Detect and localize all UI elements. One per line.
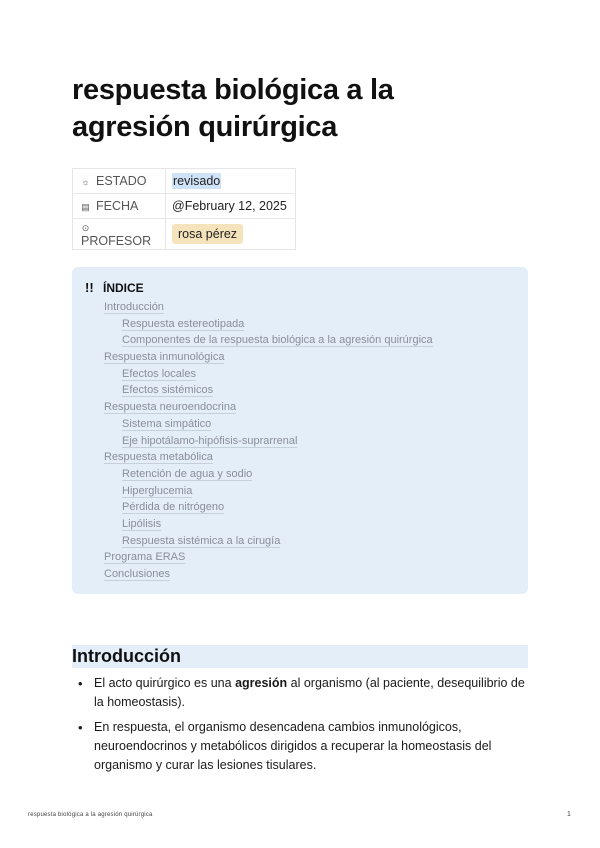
toc-link-label: Retención de agua y sodio (122, 467, 253, 480)
status-value: revisado (173, 174, 221, 188)
toc-link-label: Pérdida de nitrógeno (122, 501, 225, 514)
text-run: El acto quirúrgico es una (94, 676, 236, 690)
toc-link[interactable] (72, 333, 433, 350)
toc-link[interactable] (72, 567, 433, 584)
toc-link[interactable] (72, 367, 433, 384)
bold-text: agresión (235, 676, 288, 690)
bullet-list (72, 674, 528, 781)
property-value-profesor[interactable] (166, 219, 296, 250)
property-value-estado[interactable] (166, 169, 296, 194)
toc-link[interactable] (72, 300, 433, 317)
toc-list (72, 300, 433, 584)
toc-link-label: Programa ERAS (104, 551, 186, 564)
toc-link[interactable] (72, 350, 433, 367)
page-title: respuesta biológica a la agresión quirúrgica (72, 74, 394, 143)
toc-link[interactable] (72, 517, 433, 534)
list-item (72, 718, 528, 775)
toc-link-label: Respuesta inmunológica (104, 351, 225, 364)
toc-link[interactable] (72, 317, 433, 334)
toc-header (85, 280, 144, 295)
toc-link-label: Introducción (104, 301, 164, 313)
toc-link-label: Respuesta metabólica (104, 451, 213, 464)
toc-link-label: Efectos locales (122, 367, 196, 380)
toc-link[interactable] (72, 450, 433, 467)
date-value: @February 12, 2025 (172, 199, 287, 213)
toc-link[interactable] (72, 550, 433, 567)
page-number: 1 (567, 811, 571, 818)
person-icon: ⊙ (81, 223, 90, 233)
toc-link[interactable] (72, 467, 433, 484)
property-row-fecha (73, 194, 296, 219)
property-label: ESTADO (96, 174, 147, 188)
text-run: al organismo (al paciente, desequilibrio de la homeostasis). (94, 676, 525, 709)
calendar-icon: ▤ (81, 202, 90, 212)
list-item (72, 674, 528, 712)
toc-link-label: Efectos sistémicos (122, 384, 214, 397)
toc-link[interactable] (72, 434, 433, 451)
toc-link-label: Lipólisis (122, 517, 162, 530)
toc-title: ÍNDICE (103, 280, 144, 295)
property-row-estado (73, 169, 296, 194)
toc-link[interactable] (72, 500, 433, 517)
toc-link-label: Sistema simpático (122, 417, 212, 430)
double-exclamation-icon: !! (85, 280, 94, 295)
sun-icon: ☼ (81, 177, 90, 187)
property-row-profesor (73, 219, 296, 250)
toc-link-label: Hiperglucemia (122, 484, 193, 497)
toc-link[interactable] (72, 417, 433, 434)
text-run: En respuesta, el organismo desencadena cambios inmunológicos, neuroendocrinos y metabólicos dirigidos a recuperar la homeostasis del organismo y curar las lesiones tisulares. (94, 720, 492, 772)
property-value-fecha[interactable] (166, 194, 296, 219)
toc-link-label: Eje hipotálamo-hipófisis-suprarrenal (122, 434, 298, 447)
toc-link-label: Conclusiones (104, 568, 171, 580)
section-heading: Introducción (72, 645, 528, 668)
toc-link-label: Respuesta estereotipada (122, 317, 245, 330)
toc-link-label: Respuesta neuroendocrina (104, 401, 237, 414)
toc-link[interactable] (72, 400, 433, 417)
toc-link[interactable] (72, 484, 433, 501)
toc-link-label: Respuesta sistémica a la cirugía (122, 534, 281, 547)
property-label: PROFESOR (81, 234, 152, 248)
toc-link[interactable] (72, 383, 433, 400)
properties-table (72, 168, 296, 250)
person-tag: rosa pérez (172, 224, 243, 244)
footer-title: respuesta biológica a la agresión quirúrgica (28, 812, 153, 818)
toc-link[interactable] (72, 534, 433, 551)
toc-link-label: Componentes de la respuesta biológica a la agresión quirúrgica (122, 334, 433, 347)
property-label: FECHA (96, 199, 139, 213)
table-of-contents (72, 267, 528, 594)
